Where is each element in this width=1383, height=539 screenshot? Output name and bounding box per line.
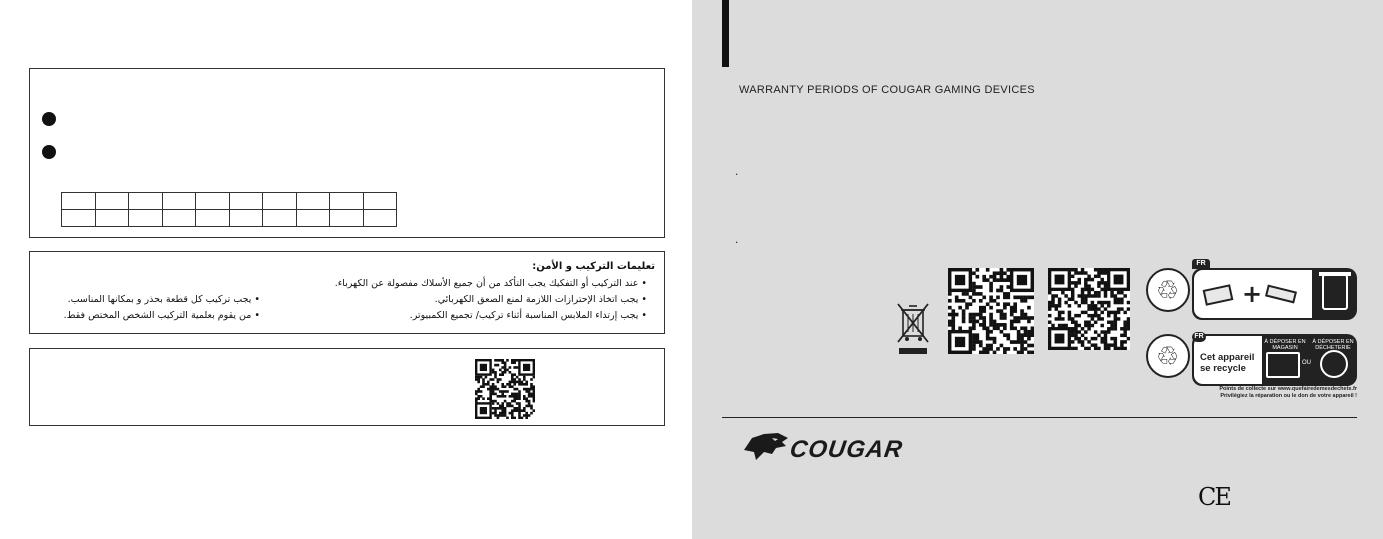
bullet-mark: .	[735, 232, 739, 246]
recycle-bin-icon	[1322, 274, 1348, 310]
grid-row	[62, 193, 397, 210]
grid-cell	[196, 210, 230, 227]
safety-line: • يجب إرتداء الملابس المناسبة أثناء تركيب/ تجميع الكمبيوتر.	[409, 310, 647, 321]
ce-mark: CE	[1198, 483, 1230, 511]
grid-cell	[62, 210, 96, 227]
decheterie-icon	[1320, 350, 1348, 378]
grid-row	[62, 210, 397, 227]
qr-code-icon	[1048, 268, 1130, 350]
cougar-head-logo-icon	[742, 430, 790, 469]
qr-code-icon	[475, 359, 535, 419]
black-accent-bar	[722, 0, 729, 67]
grid-cell	[129, 193, 163, 210]
safety-title: تعليمات التركيب و الأمن:	[532, 261, 655, 272]
grid-cell	[363, 193, 397, 210]
product-info-box	[29, 68, 665, 238]
grid-cell	[330, 193, 364, 210]
battery-recycle-panel	[1192, 268, 1357, 320]
shop-icon	[1266, 352, 1300, 378]
grid-cell	[196, 193, 230, 210]
fr-tag: FR	[1192, 332, 1206, 342]
qr-box	[29, 348, 665, 426]
crossed-out-bin-icon	[896, 302, 930, 361]
safety-instructions-box	[29, 251, 665, 334]
grid-cell	[229, 210, 263, 227]
grid-cell	[330, 210, 364, 227]
safety-line: • عند التركيب أو التفكيك يجب التأكد من أن جميع الأسلاك مفصولة عن الكهرباء.	[334, 278, 647, 289]
grid-cell	[129, 210, 163, 227]
plus-sign: +	[1242, 280, 1263, 308]
deposer-magasin-label: À DÉPOSER EN MAGASIN	[1264, 339, 1306, 351]
device-recycle-panel	[1192, 334, 1357, 386]
grid-cell	[95, 193, 129, 210]
se-recycle-text: se recycle	[1200, 363, 1246, 374]
battery-icon	[1203, 284, 1234, 305]
fr-tag: FR	[1192, 259, 1210, 269]
brand-logo-text: COUGAR	[788, 436, 905, 463]
right-page	[692, 0, 1383, 539]
grid-cell	[363, 210, 397, 227]
deposer-decheterie-label: À DÉPOSER EN DÉCHETERIE	[1312, 339, 1354, 351]
divider-line	[722, 417, 1357, 418]
grid-cell	[229, 193, 263, 210]
bullet-dot	[42, 112, 56, 126]
ou-label: OU	[1302, 360, 1311, 366]
triman-icon: ♲	[1146, 334, 1190, 378]
grid-cell	[263, 193, 297, 210]
bullet-mark: .	[735, 164, 739, 178]
collection-points-text: Points de collecte sur www.quefairedemesdechets.fr Privilégiez la réparation ou le don de votre appareil !	[1219, 386, 1357, 399]
grid-cell	[62, 193, 96, 210]
grid-cell	[296, 193, 330, 210]
warranty-title: WARRANTY PERIODS OF COUGAR GAMING DEVICES	[739, 84, 1035, 96]
cable-icon	[1265, 285, 1297, 304]
qr-code-icon	[948, 268, 1034, 354]
grid-cell	[162, 210, 196, 227]
bullet-dot	[42, 145, 56, 159]
grid-cell	[263, 210, 297, 227]
empty-grid-table	[61, 192, 397, 227]
triman-icon: ♲	[1146, 268, 1190, 312]
safety-line: • من يقوم بعلمية التركيب الشخص المختص فقط.	[63, 310, 260, 321]
grid-cell	[296, 210, 330, 227]
grid-cell	[95, 210, 129, 227]
safety-line: • يجب اتخاذ الإحترازات اللازمة لمنع الصعق الكهربائي.	[434, 294, 647, 305]
safety-line: • يجب تركيب كل قطعة بحذر و بمكانها المناسب.	[67, 294, 260, 305]
grid-cell	[162, 193, 196, 210]
cet-appareil-text: Cet appareil	[1200, 352, 1255, 363]
